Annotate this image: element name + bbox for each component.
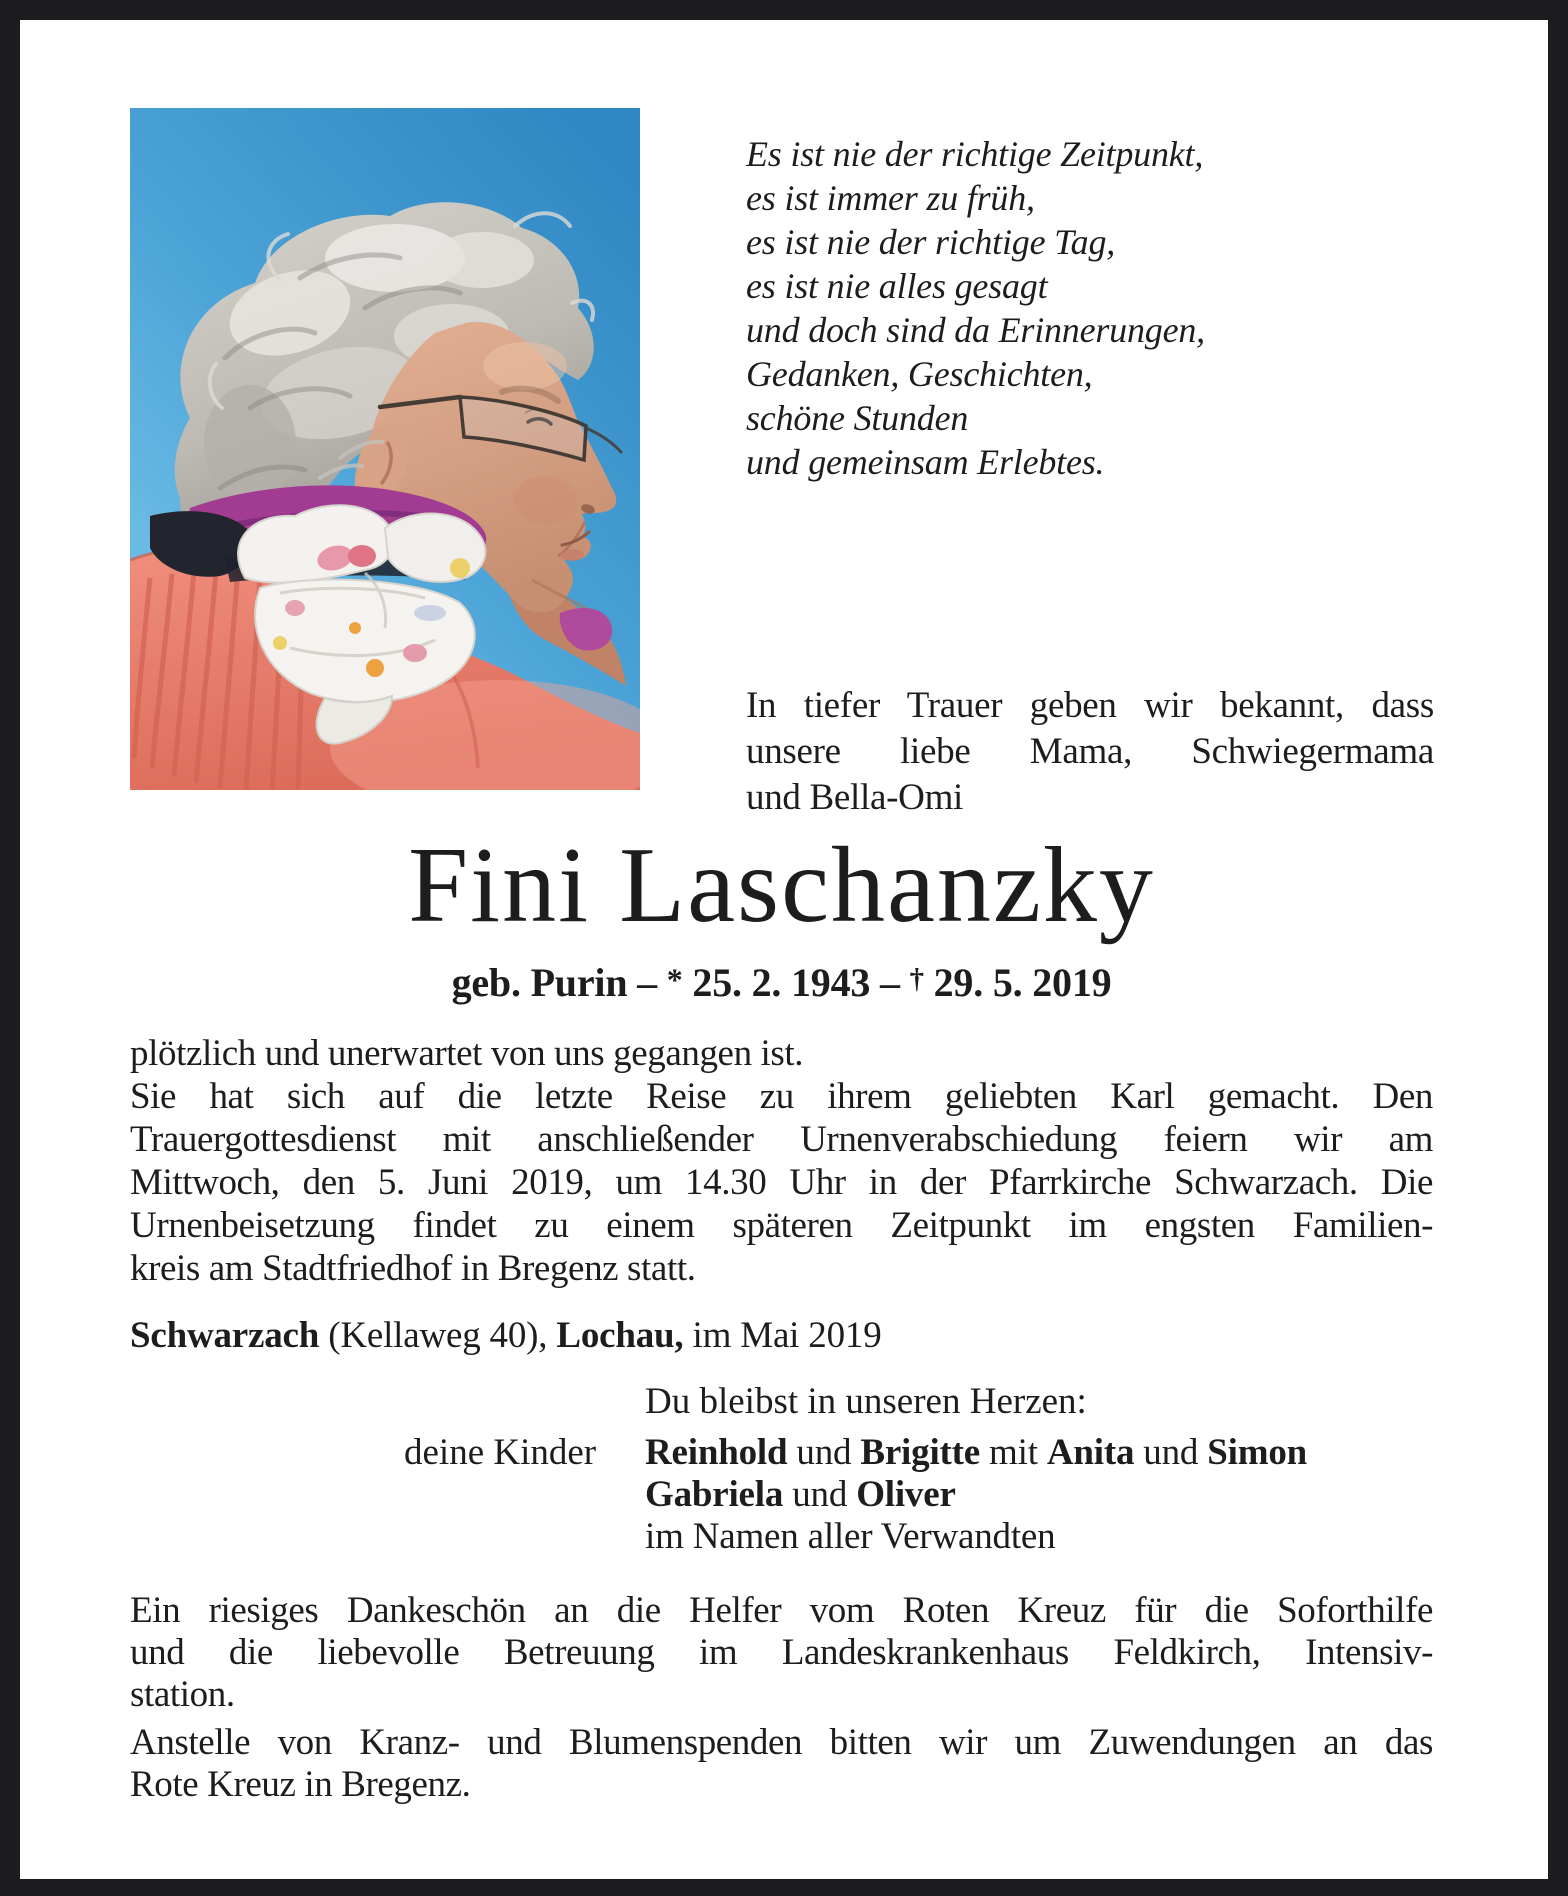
mourners-list	[645, 1432, 1435, 1558]
thanks-paragraph	[130, 1590, 1433, 1716]
portrait-photo	[130, 108, 640, 790]
birth-date: 25. 2. 1943	[682, 960, 871, 1006]
donation-line: Rote Kreuz in Bregenz.	[130, 1764, 471, 1805]
deceased-name: Fini Laschanzky	[408, 826, 1155, 945]
obituary-line: kreis am Stadtfriedhof in Bregenz statt.	[130, 1248, 696, 1289]
donation-line: Anstelle von Kranz- und Blumenspenden bitten wir um Zuwendungen an das	[130, 1722, 1433, 1763]
birth-death-line	[130, 956, 1433, 1006]
relatives-line: im Namen aller Verwandten	[645, 1516, 1056, 1557]
dash: –	[870, 960, 910, 1006]
obituary-text	[130, 1032, 1433, 1290]
poem-line: und doch sind da Erinnerungen,	[746, 310, 1205, 350]
location-place: Schwarzach	[130, 1315, 320, 1356]
mourner-name: Brigitte	[860, 1432, 980, 1473]
connector: und	[783, 1474, 857, 1515]
poem-line: es ist immer zu früh,	[746, 178, 1035, 218]
announcement	[746, 683, 1434, 821]
mourners-line	[645, 1474, 1435, 1516]
announcement-line: und Bella-Omi	[746, 777, 964, 818]
remembrance-heading: Du bleibst in unseren Herzen:	[645, 1381, 1087, 1422]
thanks-line: und die liebevolle Betreuung im Landeskrankenhaus Feldkirch, Intensiv-	[130, 1632, 1433, 1673]
paper-sheet	[20, 20, 1548, 1879]
poem-line: schöne Stunden	[746, 398, 969, 438]
mourner-name: Gabriela	[645, 1474, 784, 1515]
mourner-name: Anita	[1046, 1432, 1135, 1473]
death-cross-symbol: †	[909, 963, 924, 995]
obituary-line: Trauergottesdienst mit anschließender Urnenverabschiedung feiern wir am	[130, 1119, 1433, 1160]
poem-line: es ist nie alles gesagt	[746, 266, 1048, 306]
children-label: deine Kinder	[404, 1432, 597, 1473]
announcement-line: unsere liebe Mama, Schwiegermama	[746, 731, 1434, 772]
donation-paragraph	[130, 1722, 1433, 1806]
location-date-line	[130, 1314, 882, 1358]
announcement-line: In tiefer Trauer geben wir bekannt, dass	[746, 685, 1434, 726]
obituary-line: Sie hat sich auf die letzte Reise zu ihrem geliebten Karl gemacht. Den	[130, 1076, 1433, 1117]
death-date: 29. 5. 2019	[923, 960, 1112, 1006]
poem-line: Gedanken, Geschichten,	[746, 354, 1093, 394]
connector: und	[787, 1432, 861, 1473]
mourner-name: Reinhold	[645, 1432, 788, 1473]
connector: mit	[980, 1432, 1047, 1473]
maiden-name: geb. Purin	[451, 960, 628, 1006]
obituary-line: Urnenbeisetzung findet zu einem späteren Zeitpunkt im engsten Familien-	[130, 1205, 1433, 1246]
thanks-line: station.	[130, 1674, 235, 1715]
poem-line: und gemeinsam Erlebtes.	[746, 442, 1105, 482]
location-date: im Mai 2019	[683, 1315, 882, 1356]
poem-line: Es ist nie der richtige Zeitpunkt,	[746, 134, 1204, 174]
mourner-name: Simon	[1207, 1432, 1308, 1473]
poem-line: es ist nie der richtige Tag,	[746, 222, 1116, 262]
obituary-line: Mittwoch, den 5. Juni 2019, um 14.30 Uhr in der Pfarrkirche Schwarzach. Die	[130, 1162, 1433, 1203]
location-address: (Kellaweg 40),	[319, 1315, 557, 1356]
connector: und	[1134, 1432, 1208, 1473]
memorial-poem	[746, 132, 1205, 484]
location-place: Lochau,	[556, 1315, 684, 1356]
dash: –	[627, 960, 667, 1006]
obituary-line: plötzlich und unerwartet von uns gegangen ist.	[130, 1033, 804, 1074]
birth-star-symbol: *	[666, 961, 683, 998]
mourners-line	[645, 1432, 1435, 1474]
mourner-name: Oliver	[856, 1474, 956, 1515]
thanks-line: Ein riesiges Dankeschön an die Helfer vom Roten Kreuz für die Soforthilfe	[130, 1590, 1433, 1631]
